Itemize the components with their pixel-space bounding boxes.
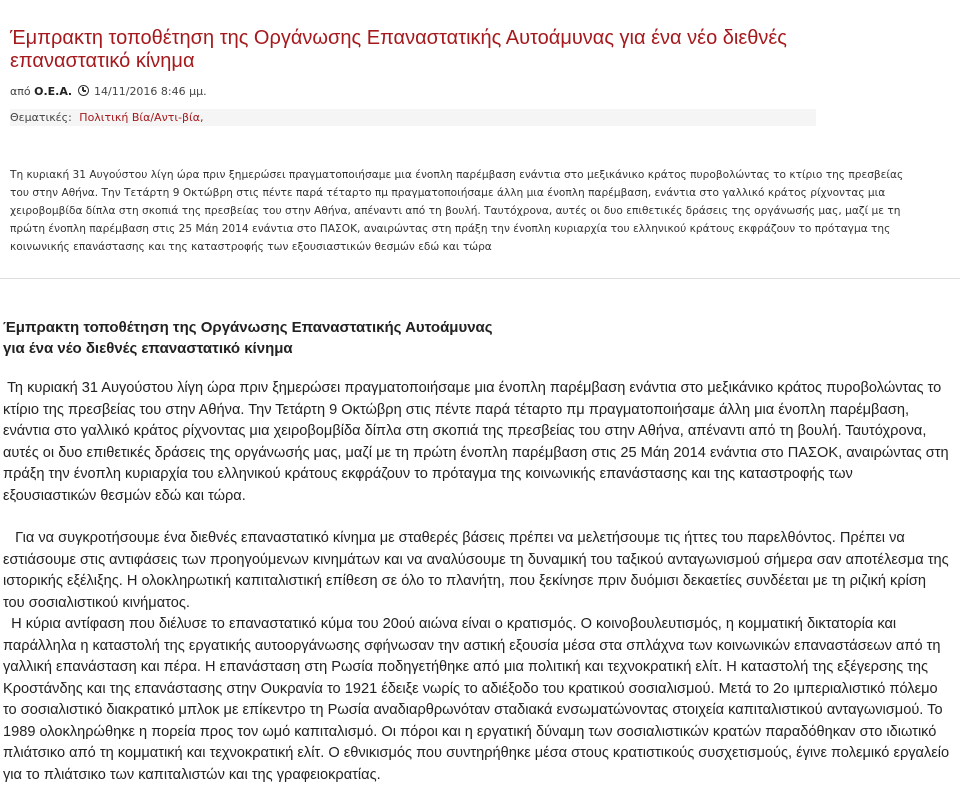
body-heading-line-1: Έμπρακτη τοποθέτηση της Οργάνωσης Επαναστατικής Αυτοάμυνας — [3, 319, 493, 336]
tags-label: Θεματικές: — [10, 111, 72, 124]
body-paragraph-3 — [3, 614, 950, 786]
article-header — [0, 0, 960, 256]
article-title[interactable]: Έμπρακτη τοποθέτηση της Οργάνωσης Επαναστατικής Αυτοάμυνας για ένα νέο διεθνές επαναστατικό κίνημα — [10, 27, 787, 72]
body-paragraph-1-text: Τη κυριακή 31 Αυγούστου λίγη ώρα πριν ξημερώσει πραγματοποιήσαμε μια ένοπλη παρέμβαση ενάντια στο μεξικάνικο κράτος πυροβολώντας το κτίριο της πρεσβείας του στην Αθήνα. Την Τετάρτη 9 Οκτώβρη στις πέντε παρά τέταρτο πμ πραγματοποιήσαμε άλλη μια ένοπλη παρέμβαση, ενάντια στο γαλλικό κράτος ρίχνοντας μια χειροβομβίδα δίπλα στη σκοπιά της πρεσβείας του στην Αθήνα, απέναντι από τη βουλή. Ταυτόχρονα, αυτές οι δυο επιθετικές δράσεις της οργάνωσής μας, μαζί με τη πρώτη ένοπλη παρέμβαση στις 25 Μάη 2014 ενάντια στο ΠΑΣΟΚ, αναιρώντας στη πράξη την ένοπλη κυριαρχία του ελληνικού κράτους εκφράζουν το πρόταγμα της κοινωνικής επανάστασης και της καταστροφής των εξουσιαστικών θεσμών εδώ και τώρα. — [3, 380, 949, 504]
body-paragraph-1 — [3, 378, 950, 507]
body-paragraph-2 — [3, 528, 950, 614]
article-summary: Τη κυριακή 31 Αυγούστου λίγη ώρα πριν ξημερώσει πραγματοποιήσαμε μια ένοπλη παρέμβαση ενάντια στο μεξικάνικο κράτος πυροβολώντας το κτίριο της πρεσβείας του στην Αθήνα. Την Τετάρτη 9 Οκτώβρη στις πέντε παρά τέταρτο πμ πραγματοποιήσαμε άλλη μια ένοπλη παρέμβαση, ενάντια στο γαλλικό κράτος ρίχνοντας μια χειροβομβίδα δίπλα στη σκοπιά της πρεσβείας του στην Αθήνα, απέναντι από τη βουλή. Ταυτόχρονα, αυτές οι δυο επιθετικές δράσεις της οργάνωσής μας, μαζί με τη πρώτη ένοπλη παρέμβαση στις 25 Μάη 2014 ενάντια στο ΠΑΣΟΚ, αναιρώντας στη πράξη την ένοπλη κυριαρχία του ελληνικού κράτους εκφράζουν το πρόταγμα της κοινωνικής επανάστασης και της καταστροφής των εξουσιαστικών θεσμών εδώ και τώρα — [10, 169, 904, 253]
publish-date: 14/11/2016 8:46 μμ. — [94, 85, 207, 98]
article-meta — [10, 84, 950, 100]
divider — [0, 278, 960, 279]
body-heading-line-2: για ένα νέο διεθνές επαναστατικό κίνημα — [3, 340, 293, 357]
body-heading — [0, 317, 960, 359]
body-paragraph-2-text: Για να συγκροτήσουμε ένα διεθνές επαναστατικό κίνημα με σταθερές βάσεις πρέπει να μελετήσουμε τις ήττες του παρελθόντος. Πρέπει να εστιάσουμε στις αντιφάσεις των προηγούμενων κινημάτων και να αναλύσουμε τη δυναμική του ταξικού ανταγωνισμού σήμερα σαν αποτέλεσμα της ιστορικής εξέλιξης. Η ολοκληρωτική καπιταλιστική επίθεση σε όλο το πλανήτη, που ξεκίνησε πριν δυόμισι δεκαετίες συνδέεται με τη ριζική κρίση του σοσιαλιστικού κινήματος. — [3, 530, 949, 611]
article-body — [0, 378, 960, 786]
author-link[interactable]: Ο.Ε.Α. — [34, 85, 73, 98]
tag-link-political-violence[interactable]: Πολιτική Βία/Αντι-βία, — [79, 111, 204, 124]
by-label: από — [10, 85, 31, 98]
body-paragraph-3-text: Η κύρια αντίφαση που διέλυσε το επαναστατικό κύμα του 20ού αιώνα είναι ο κρατισμός. Ο κοινοβουλευτισμός, η κομματική δικτατορία και παράλληλα η καταστολή της εργατικής αυτοοργάνωσης σφήνωσαν την αστική εξουσία μέσα στα σπλάχνα των κοινωνικών επαναστάσεων από τη γαλλική επανάσταση και πέρα. Η επανάσταση στη Ρωσία ποδηγετήθηκε από μια πολιτική και τεχνοκρατική ελίτ. Η καταστολή της εξέγερσης της Κροστάνδης και της επανάστασης στην Ουκρανία το 1921 έδειξε νωρίς το αδιέξοδο του κρατικού σοσιαλισμού. Μετά το 2ο ιμπεριαλιστικό πόλεμο το σοσιαλιστικό διακρατικό μπλοκ με επίκεντρο τη Ρωσία αναδιαρθρωνόταν σταδιακά ενσωματώνοντας στοιχεία καπιταλιστικού ανταγωνισμού. Το 1989 ολοκληρώθηκε η πορεία προς τον ωμό καπιταλισμό. Οι πόροι και η εργατική δύναμη των σοσιαλιστικών κρατών παραδόθηκαν στο ιδιωτικό πλιάτσικο από τη κομματική και τεχνοκρατική ελίτ. Ο εθνικισμός που συντηρήθηκε μέσα στους κρατιστικούς συσχετισμούς, έγινε πολεμικό εργαλείο για το πλιάτσικο των καπιταλιστών και της γραφειοκρατίας. — [3, 616, 950, 783]
tags-bar — [10, 109, 816, 126]
clock-icon — [78, 85, 89, 96]
